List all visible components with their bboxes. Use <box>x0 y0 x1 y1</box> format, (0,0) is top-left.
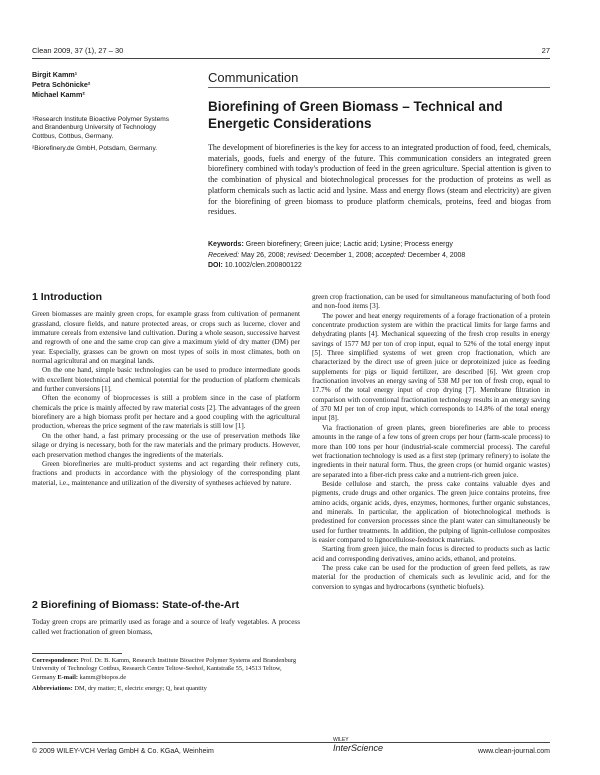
article-type-rule <box>208 87 550 88</box>
header-rule <box>32 58 550 59</box>
affiliation: ²Biorefinery.de GmbH, Potsdam, Germany. <box>32 145 158 153</box>
page-number: 27 <box>541 46 550 55</box>
revised-date: December 1, 2008; <box>313 251 374 259</box>
body-paragraph: Via fractionation of green plants, green biorefineries are able to process amounts in the range of a few tons of green crops per hour (farm-scale process) to more than 100 tons per hour (industrial-scale commercial process). The careful wet fractionation technology is used as a first step (primary refinery) to isolate the ingredients in their natural form. Thus, the green crops (or humid organic wastes) are separated into a fiber-rich press cake and a nutrient-rich green juice. <box>312 423 550 479</box>
left-column <box>32 293 300 488</box>
interscience-logo <box>333 739 383 753</box>
revised-label: revised: <box>287 251 312 259</box>
author-list <box>32 70 182 100</box>
email-link[interactable]: kamm@biopos.de <box>79 673 127 681</box>
email-label: E-mail: <box>57 673 78 681</box>
correspondence-note <box>32 657 300 682</box>
accepted-date: December 4, 2008 <box>407 251 466 259</box>
body-paragraph: Starting from green juice, the main focus is directed to products such as lactic acid and corresponding derivatives, amino acids, ethanol, and proteins. <box>312 545 550 563</box>
article-metadata <box>208 240 551 272</box>
author-name: Petra Schönicke² <box>32 80 91 89</box>
affiliation: ¹Research Institute Bioactive Polymer Systems and Brandenburg University of Technology Cottbus, Cottbus, Germany. <box>32 116 170 140</box>
abbreviations-label: Abbreviations: <box>32 684 73 692</box>
right-column <box>312 293 550 592</box>
body-paragraph: The press cake can be used for the production of green feed pellets, as raw material for the production of chemicals such as levulinic acid, and for the conversion to syngas and hydrocarbons (synthetic biofuels). <box>312 563 550 591</box>
correspondence-label: Correspondence: <box>32 657 79 664</box>
footnote-rule <box>32 653 122 654</box>
keywords-line <box>208 240 551 251</box>
body-paragraph: Often the economy of bioprocesses is still a problem since in the case of platform chemicals the price is mainly affected by raw material costs [2]. The advantages of the green biorefinery are a high biomass profit per hectare and a good coupling with the agricultural production, whereas the price segment of the raw materials is still low [1]. <box>32 394 300 431</box>
doi-value[interactable]: 10.1002/clen.200800122 <box>224 262 302 270</box>
footnotes <box>32 657 300 696</box>
abstract: The development of biorefineries is the key for access to an integrated production of food, feed, chemicals, materials, goods, fuels and energy of the future. This communication considers an integrated green biorefinery combined with today's production of feed in the green agriculture. Special attention is given to the combination of physical and biotechnological processes for the production of proteins as well as platform chemicals such as lactic acid and lysine. Mass and energy flows (steam and electricity) are given for the biorefining of green biomass to produce platform chemicals, proteins, feed and biogas from residues. <box>208 143 551 217</box>
body-paragraph: green crop fractionation, can be used for simultaneous manufacturing of both food and non-food items [3]. <box>312 293 550 311</box>
article-title: Biorefining of Green Biomass – Technical and Energetic Considerations <box>208 99 503 131</box>
body-paragraph: Today green crops are primarily used as forage and a source of leafy vegetables. A process called wet fractionation of green biomass, <box>32 618 300 636</box>
logo-small-text: WILEY <box>333 737 349 743</box>
section-heading: 1 Introduction <box>32 291 102 303</box>
doi-label: DOI: <box>208 262 223 270</box>
body-paragraph: Beside cellulose and starch, the press cake contains valuable dyes and pigments, crude drugs and other organics. The green juice contains proteins, free amino acids, organic acids, dyes, enzymes, hormones, further organic substances, and minerals. In particular, the application of biotechnological methods is predestined for conversion processes since the plant water can simultaneously be used for further treatments. In addition, the pulping of lignin-cellulose composites is easier compared to lignocellulose-feedstock materials. <box>312 479 550 544</box>
body-paragraph: Green biorefineries are multi-product systems and act regarding their refinery cuts, fractions and products in accordance with the physiology of the corresponding plant material, i.e., maintenance and utilization of the diversity of syntheses achieved by nature. <box>32 459 300 487</box>
body-paragraph: Green biomasses are mainly green crops, for example grass from cultivation of permanent grassland, closure fields, and nature protected areas, or crops such as lucerne, clover and immature cereals from extensive land cultivation. During a whole season, successive harvest and regrowth of one and the same crop can give a maximum yield of dry matter (DM) per year. Especially, grasses can be grown on most types of soils in most climates, both on normal agricultural and on marginal lands. <box>32 310 300 366</box>
journal-url[interactable]: www.clean-journal.com <box>478 748 550 755</box>
received-date: May 26, 2008; <box>241 251 286 259</box>
affiliations <box>32 116 172 158</box>
section-heading: 2 Biorefining of Biomass: State-of-the-Art <box>32 599 240 611</box>
abbreviations-note <box>32 685 300 693</box>
received-label: Received: <box>208 251 240 259</box>
body-paragraph: The power and heat energy requirements of a forage fractionation of a protein concentrate production system are within the practical limits for large farms and dehydrating plants [4]. Mechanical squeezing of the fresh crop results in energy savings of 1577 MJ per ton of crop input, equal to 52% of the total energy input [5]. Three simplified systems of wet green crop fractionation, which are characterized by the direct use of green juice or deproteinized juice as feeding supplements for pigs or liquid fertilizer, are described [6]. Wet green crop fractionation involves an energy saving of 538 MJ per ton of fresh crop, equal to 17.7% of the total energy input of crop drying [7]. Membrane filtration in comparison with conventional fractionation technology results in an energy saving of 370 MJ per ton of crop input, which corresponds to 14.8% of the total energy input [8]. <box>312 311 550 423</box>
accepted-label: accepted: <box>375 251 406 259</box>
author-name: Birgit Kamm¹ <box>32 70 78 79</box>
abbreviations-text: DM, dry matter; E, electric energy; Q, heat quantity <box>74 684 207 692</box>
keywords-text: Green biorefinery; Green juice; Lactic acid; Lysine; Process energy <box>245 241 453 248</box>
running-header-citation: Clean 2009, 37 (1), 27 – 30 <box>32 46 124 55</box>
body-paragraph: On the other hand, a fast primary processing or the use of preservation methods like silage or drying is necessary, both for the raw materials and the primary products. However, each preservation method changes the ingredients of the materials. <box>32 431 300 459</box>
dates-line <box>208 251 551 262</box>
correspondence-text: Prof. Dr. B. Kamm, Research Institute Bioactive Polymer Systems and Brandenburg University of Technology Cottbus, Research Centre Teltow-Seehof, Kantstraße 55, 14513 Teltow, Germany <box>32 657 297 681</box>
keywords-label: Keywords: <box>208 241 244 248</box>
body-paragraph: On the one hand, simple basic technologies can be used to produce intermediate goods with excellent biotechnical and chemical potential for the production of platform chemicals and further conversions [1]. <box>32 366 300 394</box>
author-name: Michael Kamm² <box>32 90 85 99</box>
logo-text: InterScience <box>333 743 384 753</box>
article-type-label: Communication <box>208 70 299 85</box>
doi-line <box>208 261 551 272</box>
copyright-notice: © 2009 WILEY-VCH Verlag GmbH & Co. KGaA, Weinheim <box>32 748 214 755</box>
footer-rule <box>32 742 550 743</box>
section-2 <box>32 601 300 637</box>
